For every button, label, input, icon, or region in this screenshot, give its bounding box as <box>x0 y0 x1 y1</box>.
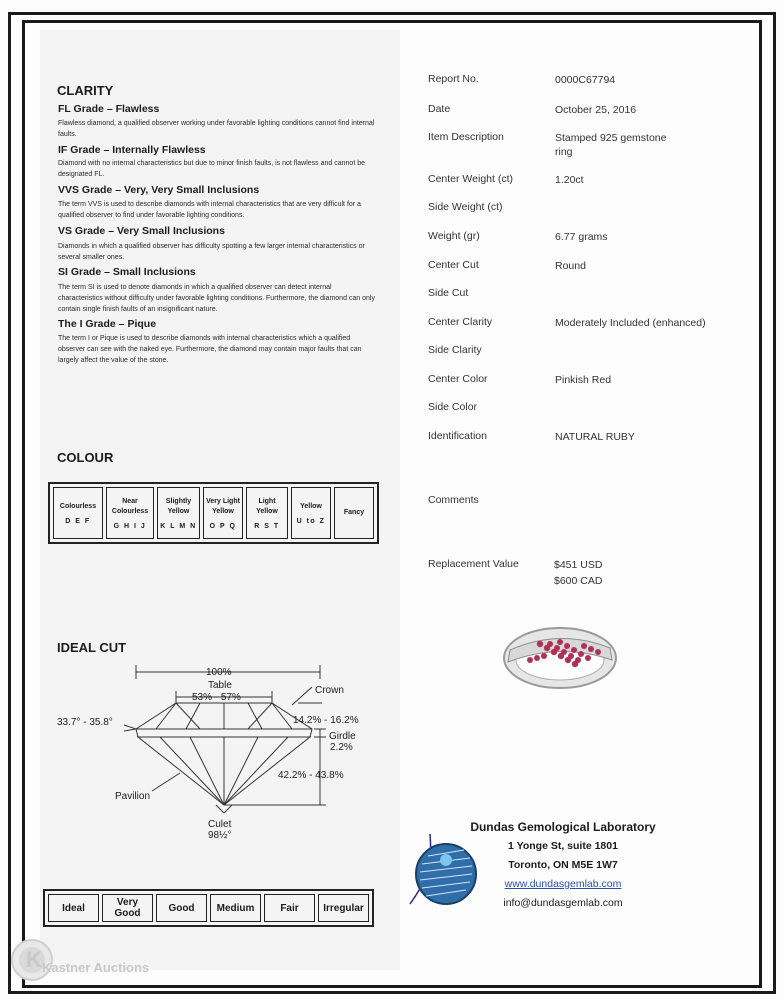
watermark-text: Kastner Auctions <box>42 960 150 975</box>
field-value: Stamped 925 gemstone <box>555 132 667 144</box>
field-value: 1.20ct <box>555 174 584 186</box>
field-label: Center Weight (ct) <box>428 173 513 185</box>
table-range-label: 53% - 57% <box>192 692 241 703</box>
field-value: Pinkish Red <box>555 374 612 386</box>
cut-grade-cell: Good <box>156 894 207 922</box>
cut-grade-cell: Fair <box>264 894 315 922</box>
field-label: Center Color <box>428 373 488 385</box>
clarity-grade-title: VVS Grade – Very, Very Small Inclusions <box>58 184 260 196</box>
hologram-seal-icon <box>400 830 480 910</box>
cut-grade-cell: Medium <box>210 894 261 922</box>
replacement-cad: $600 CAD <box>554 575 603 587</box>
field-label: Side Cut <box>428 287 469 299</box>
colour-cell: Fancy <box>334 487 374 539</box>
clarity-heading: CLARITY <box>57 83 114 98</box>
colour-cell: Slightly Yellow K L M N <box>157 487 200 539</box>
field-value: NATURAL RUBY <box>555 431 635 443</box>
field-label: Date <box>428 103 451 115</box>
comments-label: Comments <box>428 494 479 506</box>
field-label: Center Clarity <box>428 316 493 328</box>
clarity-grade-desc: The term VVS is used to describe diamonds with internal characteristics that are very difficult for a qualified observer to find under favorable lighting conditions. <box>58 201 361 219</box>
lab-name: Dundas Gemological Laboratory <box>470 820 656 834</box>
ring-image <box>500 620 620 692</box>
cut-grade-table <box>43 889 374 927</box>
clarity-grade-title: The I Grade – Pique <box>58 318 157 330</box>
field-value: Moderately Included (enhanced) <box>555 317 706 329</box>
culet-label: Culet <box>208 819 232 830</box>
colour-cell: Yellow U to Z <box>291 487 331 539</box>
ideal-cut-heading: IDEAL CUT <box>57 640 127 655</box>
field-label: Weight (gr) <box>428 230 480 242</box>
colour-cell: Very Light Yellow O P Q <box>203 487 243 539</box>
field-value: October 25, 2016 <box>555 104 637 116</box>
culet-value-label: 98½° <box>208 830 232 841</box>
field-label: Side Clarity <box>428 344 482 356</box>
crown-label: Crown <box>315 685 344 696</box>
field-label: Identification <box>428 430 487 442</box>
colour-cell: Near Colourless G H I J <box>106 487 154 539</box>
cut-grade-cell: Very Good <box>102 894 153 922</box>
colour-cell: Light Yellow R S T <box>246 487 288 539</box>
colour-scale-table <box>48 482 379 544</box>
pavilion-label: Pavilion <box>115 791 151 802</box>
girdle-value-label: 2.2% <box>330 742 353 753</box>
colour-cell: Colourless D E F <box>53 487 103 539</box>
width-label: 100% <box>206 667 232 678</box>
clarity-grade-desc: The term SI is used to denote diamonds in which a qualified observer can detect internal characteristics without difficulty under favorable lighting conditions. Furthermore, the diamond can only contain single finish faults of an insignificant nature. <box>58 284 375 313</box>
lab-email[interactable]: info@dundasgemlab.com <box>503 897 623 909</box>
lab-address-line2: Toronto, ON M5E 1W7 <box>508 859 618 871</box>
field-value: 6.77 grams <box>555 231 608 243</box>
clarity-grade-title: FL Grade – Flawless <box>58 103 160 115</box>
lab-website-link[interactable]: www.dundasgemlab.com <box>504 878 622 890</box>
field-value: Round <box>555 260 586 272</box>
replacement-value-label: Replacement Value <box>428 558 519 570</box>
lab-address-line1: 1 Yonge St, suite 1801 <box>508 840 618 852</box>
table-label: Table <box>208 680 232 691</box>
crown-angle-label: 33.7° - 35.8° <box>57 717 113 728</box>
svg-text:K: K <box>26 947 42 972</box>
clarity-grade-title: IF Grade – Internally Flawless <box>58 144 206 156</box>
cut-grade-cell: Irregular <box>318 894 369 922</box>
field-label: Center Cut <box>428 259 479 271</box>
pavilion-depth-label: 42.2% - 43.8% <box>278 770 344 781</box>
clarity-grade-desc: Diamonds in which a qualified observer has difficulty spotting a few larger internal characteristics or several smaller ones. <box>58 243 365 261</box>
cut-grade-cell: Ideal <box>48 894 99 922</box>
clarity-grade-desc: Diamond with no internal characteristics but due to minor finish faults, is not flawless and cannot be designated FL. <box>58 160 365 178</box>
kastner-auctions-watermark-logo <box>10 930 150 990</box>
field-label: Side Color <box>428 401 478 413</box>
girdle-label: Girdle <box>329 731 356 742</box>
replacement-usd: $451 USD <box>554 559 603 571</box>
field-label: Side Weight (ct) <box>428 201 503 213</box>
clarity-grade-title: SI Grade – Small Inclusions <box>58 266 196 278</box>
clarity-grade-title: VS Grade – Very Small Inclusions <box>58 225 225 237</box>
field-label: Report No. <box>428 73 479 85</box>
diamond-diagram <box>40 655 400 845</box>
clarity-grade-desc: The term I or Pique is used to describe diamonds with internal characteristics which a qualified observer can see with the naked eye. Furthermore, the diamond may contain major faults that can largely affect the value of the stone. <box>58 335 362 364</box>
colour-heading: COLOUR <box>57 450 114 465</box>
field-value: 0000C67794 <box>555 74 616 86</box>
crown-height-label: 14.2% - 16.2% <box>293 715 359 726</box>
field-label: Item Description <box>428 131 504 143</box>
lab-info <box>463 818 663 913</box>
field-value-continued: ring <box>555 146 573 158</box>
clarity-grade-desc: Flawless diamond, a qualified observer working under favorable lighting conditions cannot find internal faults. <box>58 120 375 138</box>
